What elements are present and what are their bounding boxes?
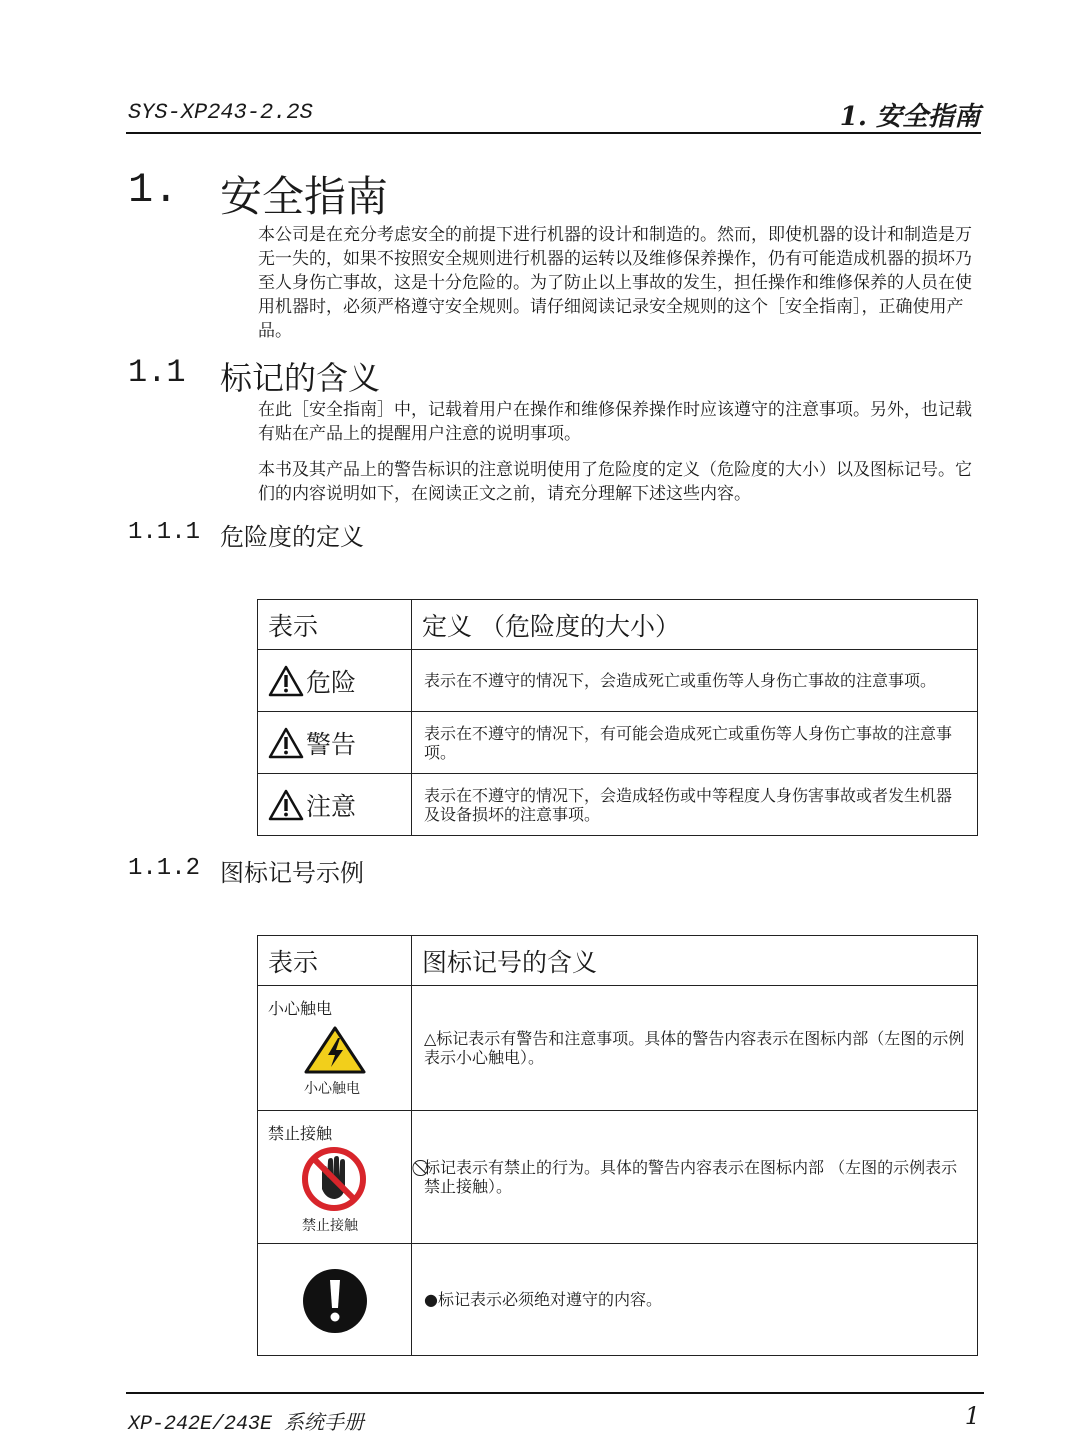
level-label: 警告 <box>306 729 357 759</box>
document-code: SYS-XP243-2.2S <box>128 100 313 125</box>
section-title: 标记的含义 <box>220 359 381 397</box>
warning-triangle-icon <box>268 665 304 697</box>
meaning-cell: △标记表示有警告和注意事项。具体的警告内容表示在图标内部（左图的示例表示小心触电）。 <box>412 986 978 1111</box>
subsection-number: 1.1.2 <box>128 855 201 882</box>
column-header: 表示 <box>258 936 412 986</box>
table-row <box>258 712 978 774</box>
chapter-intro: 本公司是在充分考虑安全的前提下进行机器的设计和制造的。然而，即使机器的设计和制造是万无一失的，如果不按照安全规则进行机器的运转以及维修保养操作，仍有可能造成机器的损坏乃至人身伤亡事故，这是十分危险的。为了防止以上事故的发生，担任操作和维修保养的人员在使用机器时，必须严格遵守安全规则。请仔细阅读记录安全规则的这个［安全指南］，正确使用产品。 <box>258 225 972 341</box>
table-row <box>258 986 978 1111</box>
table-header-row <box>258 600 978 650</box>
table-row <box>258 650 978 712</box>
section-paragraph-1: 在此［安全指南］中，记载着用户在操作和维修保养操作时应该遵守的注意事项。另外，也记载有贴在产品上的提醒用户注意的说明事项。 <box>258 400 972 444</box>
mandatory-icon <box>302 1268 368 1334</box>
header-rule <box>126 132 981 134</box>
warning-triangle-icon <box>268 727 304 759</box>
subsection-title: 危险度的定义 <box>220 523 364 551</box>
chapter-title: 安全指南 <box>220 172 389 221</box>
table-header-row <box>258 936 978 986</box>
subsection-number: 1.1.1 <box>128 519 201 546</box>
footer-rule <box>126 1392 984 1394</box>
electric-shock-icon <box>304 1026 366 1074</box>
chapter-number: 1. <box>128 166 179 214</box>
level-label: 危险 <box>306 667 357 697</box>
symbol-caption: 禁止接触 <box>302 1218 358 1234</box>
definition-cell: 表示在不遵守的情况下，会造成轻伤或中等程度人身伤害事故或者发生机器及设备损坏的注意事项。 <box>412 774 978 836</box>
manual-title: XP-242E/243E 系统手册 <box>128 1413 365 1436</box>
table-row <box>258 774 978 836</box>
symbol-label: 禁止接触 <box>268 1124 333 1143</box>
definition-cell: 表示在不遵守的情况下，会造成死亡或重伤等人身伤亡事故的注意事项。 <box>412 650 978 712</box>
column-header: 图标记号的含义 <box>412 936 978 986</box>
danger-level-table <box>257 599 978 836</box>
icon-symbol-table <box>257 935 978 1356</box>
level-label: 注意 <box>306 791 357 821</box>
running-chapter-title: 1. 安全指南 <box>839 102 980 132</box>
column-header: 表示 <box>258 600 412 650</box>
symbol-caption: 小心触电 <box>304 1081 360 1097</box>
no-touch-icon <box>300 1145 368 1213</box>
section-paragraph-2: 本书及其产品上的警告标识的注意说明使用了危险度的定义（危险度的大小）以及图标记号。它们的内容说明如下，在阅读正文之前，请充分理解下述这些内容。 <box>258 460 972 504</box>
definition-cell: 表示在不遵守的情况下，有可能会造成死亡或重伤等人身伤亡事故的注意事项。 <box>412 712 978 774</box>
table-row <box>258 1244 978 1356</box>
meaning-cell: ●标记表示必须绝对遵守的内容。 <box>412 1244 978 1356</box>
table-row <box>258 1111 978 1244</box>
page-number: 1 <box>964 1402 980 1430</box>
column-header: 定义 （危险度的大小） <box>412 600 978 650</box>
warning-triangle-icon <box>268 789 304 821</box>
meaning-cell: ⃠标记表示有禁止的行为。具体的警告内容表示在图标内部 （左图的示例表示禁止接触）。 <box>412 1111 978 1244</box>
section-number: 1.1 <box>128 354 186 391</box>
symbol-label: 小心触电 <box>268 999 333 1018</box>
subsection-title: 图标记号示例 <box>220 859 364 887</box>
